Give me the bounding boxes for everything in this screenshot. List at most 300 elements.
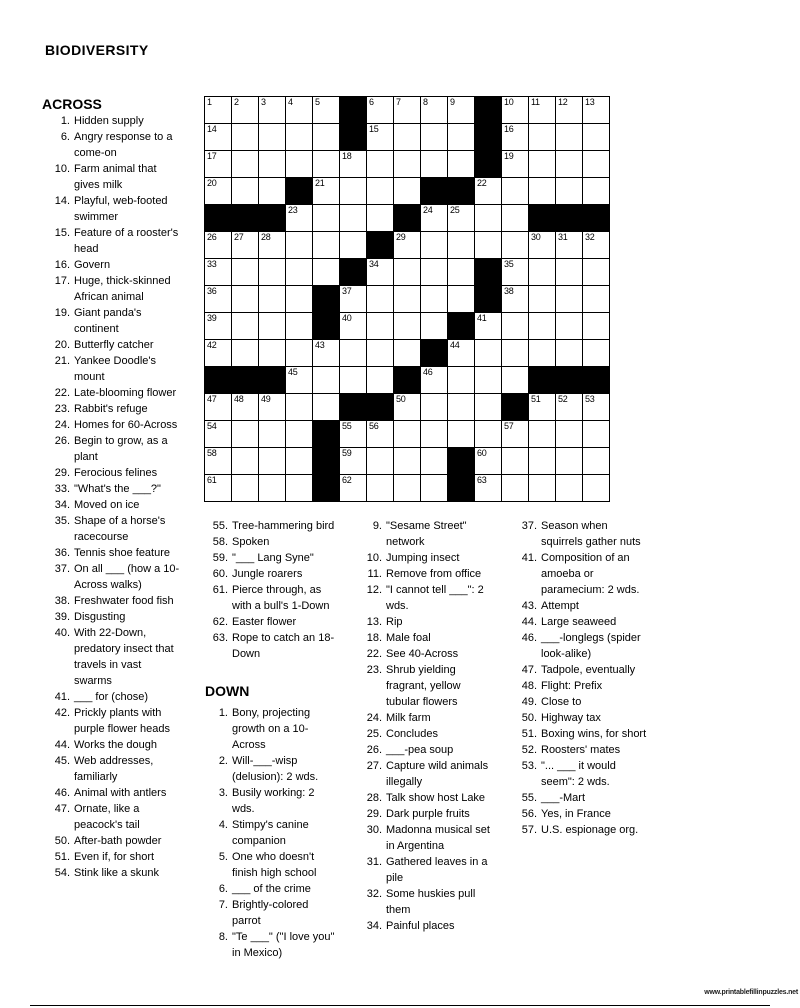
clue-text: Stimpy's canine companion	[232, 819, 309, 847]
grid-cell-black	[339, 258, 367, 286]
grid-cell[interactable]	[474, 393, 502, 421]
grid-cell[interactable]	[528, 312, 556, 340]
clue-text: "What's the ___?"	[74, 483, 161, 495]
clue-text: Late-blooming flower	[74, 387, 177, 399]
clue-number: 49.	[521, 696, 537, 708]
grid-cell-black	[285, 177, 313, 205]
grid-cell[interactable]	[258, 123, 286, 151]
across-clues-column-1	[40, 96, 190, 881]
grid-cell[interactable]	[420, 204, 448, 232]
grid-cell[interactable]	[555, 339, 583, 367]
grid-cell[interactable]	[528, 123, 556, 151]
grid-cell[interactable]	[285, 150, 313, 178]
cell-number: 23	[288, 205, 298, 215]
clue-text: After-bath powder	[74, 835, 162, 847]
grid-cell[interactable]	[447, 285, 475, 313]
grid-cell-black	[339, 123, 367, 151]
grid-cell[interactable]	[366, 177, 394, 205]
grid-cell[interactable]	[474, 312, 502, 340]
grid-cell[interactable]	[582, 312, 610, 340]
grid-cell[interactable]	[231, 150, 259, 178]
grid-cell[interactable]	[474, 474, 502, 502]
grid-cell[interactable]	[501, 474, 529, 502]
cell-number: 60	[477, 448, 487, 458]
grid-cell[interactable]	[258, 339, 286, 367]
clue-item	[507, 758, 659, 790]
clue-item	[198, 614, 348, 630]
clue-item	[507, 518, 659, 550]
clue-item	[352, 790, 502, 806]
grid-cell[interactable]	[447, 420, 475, 448]
grid-cell[interactable]	[555, 420, 583, 448]
grid-cell-black	[366, 393, 394, 421]
grid-cell[interactable]	[366, 420, 394, 448]
grid-cell[interactable]	[231, 339, 259, 367]
clue-number: 10.	[54, 163, 70, 175]
grid-cell[interactable]	[312, 150, 340, 178]
grid-cell[interactable]	[528, 177, 556, 205]
grid-cell[interactable]	[474, 204, 502, 232]
grid-cell[interactable]	[555, 177, 583, 205]
clue-item	[507, 598, 659, 614]
grid-cell[interactable]	[366, 96, 394, 124]
clue-text: Feature of a rooster's head	[74, 227, 179, 255]
grid-cell[interactable]	[582, 420, 610, 448]
grid-cell[interactable]	[528, 474, 556, 502]
grid-cell[interactable]	[420, 366, 448, 394]
grid-cell[interactable]	[231, 474, 259, 502]
clue-number: 47.	[54, 803, 70, 815]
grid-cell[interactable]	[555, 393, 583, 421]
cell-number: 52	[558, 394, 568, 404]
grid-cell-black	[528, 204, 556, 232]
grid-cell[interactable]	[555, 312, 583, 340]
grid-cell[interactable]	[258, 447, 286, 475]
grid-cell[interactable]	[312, 231, 340, 259]
grid-cell[interactable]	[339, 312, 367, 340]
grid-cell[interactable]	[474, 420, 502, 448]
grid-cell[interactable]	[339, 339, 367, 367]
clue-text: Composition of an amoeba or paramecium: 2 wds.	[541, 552, 640, 596]
clue-item	[352, 806, 502, 822]
clue-item	[40, 161, 190, 193]
grid-cell[interactable]	[204, 312, 232, 340]
grid-cell[interactable]	[393, 231, 421, 259]
grid-cell[interactable]	[420, 258, 448, 286]
grid-cell[interactable]	[555, 285, 583, 313]
grid-cell[interactable]	[339, 150, 367, 178]
grid-cell[interactable]	[366, 285, 394, 313]
clue-item	[198, 817, 348, 849]
grid-cell[interactable]	[366, 447, 394, 475]
grid-cell[interactable]	[393, 150, 421, 178]
grid-cell[interactable]	[420, 312, 448, 340]
grid-cell[interactable]	[447, 393, 475, 421]
cell-number: 61	[207, 475, 217, 485]
clue-text: Giant panda's continent	[74, 307, 142, 335]
grid-cell[interactable]	[204, 177, 232, 205]
grid-cell[interactable]	[312, 258, 340, 286]
grid-cell[interactable]	[582, 285, 610, 313]
grid-cell[interactable]	[528, 285, 556, 313]
clue-item	[40, 593, 190, 609]
grid-cell[interactable]	[231, 393, 259, 421]
grid-cell[interactable]	[582, 258, 610, 286]
grid-cell[interactable]	[339, 366, 367, 394]
grid-cell[interactable]	[501, 123, 529, 151]
grid-cell[interactable]	[582, 150, 610, 178]
clue-number: 19.	[54, 307, 70, 319]
clue-number: 11.	[367, 568, 382, 580]
grid-cell[interactable]	[312, 204, 340, 232]
clue-text: Busily working: 2 wds.	[232, 787, 315, 815]
grid-cell[interactable]	[420, 420, 448, 448]
cell-number: 46	[423, 367, 433, 377]
grid-cell[interactable]	[501, 312, 529, 340]
grid-cell[interactable]	[339, 447, 367, 475]
cell-number: 36	[207, 286, 217, 296]
grid-cell[interactable]	[420, 150, 448, 178]
cell-number: 18	[342, 151, 352, 161]
down-heading: DOWN	[205, 683, 250, 699]
grid-cell[interactable]	[204, 339, 232, 367]
grid-cell[interactable]	[501, 339, 529, 367]
grid-cell-black	[231, 204, 259, 232]
clue-text: Large seaweed	[541, 616, 617, 628]
grid-cell[interactable]	[582, 447, 610, 475]
grid-cell[interactable]	[393, 447, 421, 475]
grid-cell[interactable]	[474, 447, 502, 475]
grid-cell[interactable]	[501, 420, 529, 448]
grid-cell-black	[474, 258, 502, 286]
grid-cell[interactable]	[420, 96, 448, 124]
grid-cell[interactable]	[312, 177, 340, 205]
grid-cell[interactable]	[582, 231, 610, 259]
clue-number: 24.	[366, 712, 382, 724]
grid-cell[interactable]	[285, 258, 313, 286]
clue-text: "I cannot tell ___": 2 wds.	[386, 584, 484, 612]
cell-number: 55	[342, 421, 352, 431]
grid-cell[interactable]	[501, 366, 529, 394]
clue-item	[198, 849, 348, 881]
grid-cell[interactable]	[393, 96, 421, 124]
grid-cell[interactable]	[555, 150, 583, 178]
grid-cell[interactable]	[528, 231, 556, 259]
grid-cell[interactable]	[204, 447, 232, 475]
clue-number: 13.	[366, 616, 382, 628]
grid-cell[interactable]	[285, 123, 313, 151]
grid-cell[interactable]	[501, 447, 529, 475]
grid-cell[interactable]	[366, 150, 394, 178]
grid-cell[interactable]	[447, 366, 475, 394]
grid-cell[interactable]	[582, 339, 610, 367]
clue-number: 37.	[54, 563, 70, 575]
clue-number: 28.	[366, 792, 382, 804]
clue-text: Ornate, like a peacock's tail	[74, 803, 140, 831]
grid-cell[interactable]	[204, 96, 232, 124]
clue-number: 8.	[218, 931, 228, 943]
grid-cell[interactable]	[231, 420, 259, 448]
grid-cell[interactable]	[420, 474, 448, 502]
grid-cell[interactable]	[312, 366, 340, 394]
grid-cell[interactable]	[420, 393, 448, 421]
grid-cell[interactable]	[312, 96, 340, 124]
clue-item	[507, 822, 659, 838]
clue-number: 62.	[212, 616, 228, 628]
grid-cell[interactable]	[204, 258, 232, 286]
clue-number: 7.	[218, 899, 228, 911]
clue-text: Male foal	[386, 632, 431, 644]
grid-cell-black	[339, 393, 367, 421]
grid-cell[interactable]	[258, 393, 286, 421]
clue-item	[507, 710, 659, 726]
grid-cell[interactable]	[420, 285, 448, 313]
grid-cell[interactable]	[231, 312, 259, 340]
grid-cell[interactable]	[447, 96, 475, 124]
grid-cell[interactable]	[447, 258, 475, 286]
grid-cell[interactable]	[528, 150, 556, 178]
clue-item	[352, 518, 502, 550]
grid-cell[interactable]	[420, 447, 448, 475]
clue-text: "Te ___" ("I love you" in Mexico)	[232, 931, 335, 959]
grid-cell[interactable]	[258, 231, 286, 259]
grid-cell[interactable]	[582, 474, 610, 502]
grid-cell[interactable]	[285, 393, 313, 421]
grid-cell[interactable]	[231, 123, 259, 151]
grid-cell[interactable]	[528, 96, 556, 124]
clue-number: 23.	[366, 664, 382, 676]
grid-cell[interactable]	[555, 258, 583, 286]
grid-cell[interactable]	[366, 474, 394, 502]
grid-cell[interactable]	[393, 285, 421, 313]
grid-cell[interactable]	[582, 393, 610, 421]
grid-cell[interactable]	[555, 96, 583, 124]
clue-item	[352, 582, 502, 614]
grid-cell[interactable]	[312, 339, 340, 367]
grid-cell[interactable]	[501, 285, 529, 313]
grid-cell[interactable]	[339, 231, 367, 259]
grid-cell[interactable]	[501, 231, 529, 259]
grid-cell[interactable]	[528, 393, 556, 421]
grid-cell-black	[447, 447, 475, 475]
grid-cell-black	[474, 150, 502, 178]
grid-cell[interactable]	[258, 96, 286, 124]
clue-number: 55.	[521, 792, 537, 804]
grid-cell[interactable]	[420, 123, 448, 151]
cell-number: 30	[531, 232, 541, 242]
grid-cell[interactable]	[204, 150, 232, 178]
clue-number: 37.	[521, 520, 537, 532]
clue-number: 57.	[521, 824, 537, 836]
grid-cell-black	[582, 366, 610, 394]
clue-item	[40, 129, 190, 161]
grid-cell[interactable]	[231, 258, 259, 286]
grid-cell[interactable]	[393, 177, 421, 205]
grid-cell[interactable]	[312, 123, 340, 151]
clue-text: Jumping insect	[386, 552, 460, 564]
grid-cell[interactable]	[474, 366, 502, 394]
clue-number: 46.	[521, 632, 537, 644]
clue-number: 26.	[54, 435, 70, 447]
clue-number: 34.	[366, 920, 382, 932]
clue-item	[198, 785, 348, 817]
across-clue-list-2	[198, 518, 348, 662]
grid-cell[interactable]	[582, 177, 610, 205]
cell-number: 15	[369, 124, 379, 134]
grid-cell[interactable]	[339, 474, 367, 502]
grid-cell[interactable]	[366, 204, 394, 232]
grid-cell[interactable]	[393, 393, 421, 421]
grid-cell[interactable]	[447, 231, 475, 259]
cell-number: 59	[342, 448, 352, 458]
grid-cell[interactable]	[366, 123, 394, 151]
grid-cell[interactable]	[474, 231, 502, 259]
clue-text: Rope to catch an 18-Down	[232, 632, 335, 660]
clue-number: 12.	[366, 584, 382, 596]
grid-cell[interactable]	[582, 96, 610, 124]
grid-cell[interactable]	[258, 312, 286, 340]
clue-text: Ferocious felines	[74, 467, 158, 479]
clue-item	[198, 550, 348, 566]
grid-cell[interactable]	[258, 177, 286, 205]
grid-cell[interactable]	[285, 420, 313, 448]
grid-cell[interactable]	[204, 393, 232, 421]
grid-cell[interactable]	[501, 204, 529, 232]
grid-cell[interactable]	[501, 177, 529, 205]
clue-item	[352, 646, 502, 662]
clue-text: Yes, in France	[541, 808, 611, 820]
grid-cell[interactable]	[447, 204, 475, 232]
clue-item	[507, 662, 659, 678]
grid-cell[interactable]	[231, 96, 259, 124]
grid-cell-black	[474, 123, 502, 151]
cell-number: 27	[234, 232, 244, 242]
grid-cell[interactable]	[204, 474, 232, 502]
grid-cell[interactable]	[339, 285, 367, 313]
clue-item	[40, 417, 190, 433]
grid-cell[interactable]	[285, 204, 313, 232]
grid-cell[interactable]	[366, 312, 394, 340]
grid-cell[interactable]	[339, 204, 367, 232]
clue-item	[40, 497, 190, 513]
grid-cell[interactable]	[204, 420, 232, 448]
grid-cell[interactable]	[366, 339, 394, 367]
clue-number: 39.	[54, 611, 70, 623]
grid-cell[interactable]	[555, 447, 583, 475]
grid-cell[interactable]	[447, 339, 475, 367]
grid-cell[interactable]	[582, 123, 610, 151]
grid-cell[interactable]	[528, 258, 556, 286]
clue-item	[352, 742, 502, 758]
grid-cell[interactable]	[285, 312, 313, 340]
grid-cell[interactable]	[555, 474, 583, 502]
grid-cell[interactable]	[501, 150, 529, 178]
grid-cell[interactable]	[258, 285, 286, 313]
grid-cell[interactable]	[258, 420, 286, 448]
clue-number: 3.	[218, 787, 228, 799]
clue-item	[40, 257, 190, 273]
clue-number: 50.	[54, 835, 70, 847]
grid-cell[interactable]	[501, 96, 529, 124]
clue-number: 53.	[521, 760, 537, 772]
grid-cell[interactable]	[447, 150, 475, 178]
grid-cell[interactable]	[285, 366, 313, 394]
grid-cell[interactable]	[204, 231, 232, 259]
clue-item	[507, 614, 659, 630]
grid-cell[interactable]	[204, 285, 232, 313]
grid-cell[interactable]	[501, 258, 529, 286]
grid-cell[interactable]	[393, 420, 421, 448]
grid-cell[interactable]	[285, 474, 313, 502]
clue-item	[40, 561, 190, 593]
grid-cell[interactable]	[393, 123, 421, 151]
grid-cell[interactable]	[231, 177, 259, 205]
clue-text: On all ___ (how a 10-Across walks)	[74, 563, 180, 591]
grid-cell-black	[528, 366, 556, 394]
grid-cell[interactable]	[366, 258, 394, 286]
grid-cell[interactable]	[366, 366, 394, 394]
clue-item	[352, 614, 502, 630]
clue-text: Flight: Prefix	[541, 680, 603, 692]
grid-cell[interactable]	[474, 339, 502, 367]
grid-cell[interactable]	[447, 123, 475, 151]
clue-text: Homes for 60-Across	[74, 419, 178, 431]
clue-number: 5.	[218, 851, 228, 863]
grid-cell[interactable]	[393, 339, 421, 367]
grid-cell[interactable]	[393, 258, 421, 286]
cell-number: 56	[369, 421, 379, 431]
grid-cell[interactable]	[339, 177, 367, 205]
grid-cell-black	[447, 474, 475, 502]
grid-cell[interactable]	[555, 231, 583, 259]
down-clue-list-3	[507, 518, 659, 838]
clue-text: Some huskies pull them	[386, 888, 476, 916]
grid-cell[interactable]	[231, 447, 259, 475]
clue-item	[40, 753, 190, 785]
grid-cell[interactable]	[285, 447, 313, 475]
grid-cell[interactable]	[285, 285, 313, 313]
cell-number: 45	[288, 367, 298, 377]
grid-cell[interactable]	[528, 447, 556, 475]
grid-cell[interactable]	[285, 231, 313, 259]
grid-cell[interactable]	[474, 177, 502, 205]
grid-cell[interactable]	[420, 231, 448, 259]
grid-cell[interactable]	[528, 339, 556, 367]
grid-cell[interactable]	[258, 258, 286, 286]
grid-cell[interactable]	[339, 420, 367, 448]
grid-cell[interactable]	[393, 312, 421, 340]
grid-cell[interactable]	[258, 474, 286, 502]
grid-cell[interactable]	[258, 150, 286, 178]
grid-cell[interactable]	[285, 339, 313, 367]
grid-cell[interactable]	[393, 474, 421, 502]
grid-cell[interactable]	[555, 123, 583, 151]
grid-cell[interactable]	[285, 96, 313, 124]
grid-cell[interactable]	[231, 231, 259, 259]
grid-cell[interactable]	[312, 393, 340, 421]
grid-cell[interactable]	[528, 420, 556, 448]
clue-text: Concludes	[386, 728, 438, 740]
grid-cell[interactable]	[231, 285, 259, 313]
clue-number: 51.	[521, 728, 537, 740]
clue-number: 17.	[54, 275, 70, 287]
cell-number: 28	[261, 232, 271, 242]
cell-number: 40	[342, 313, 352, 323]
clue-number: 44.	[521, 616, 537, 628]
grid-cell[interactable]	[204, 123, 232, 151]
cell-number: 14	[207, 124, 217, 134]
clue-item	[198, 518, 348, 534]
